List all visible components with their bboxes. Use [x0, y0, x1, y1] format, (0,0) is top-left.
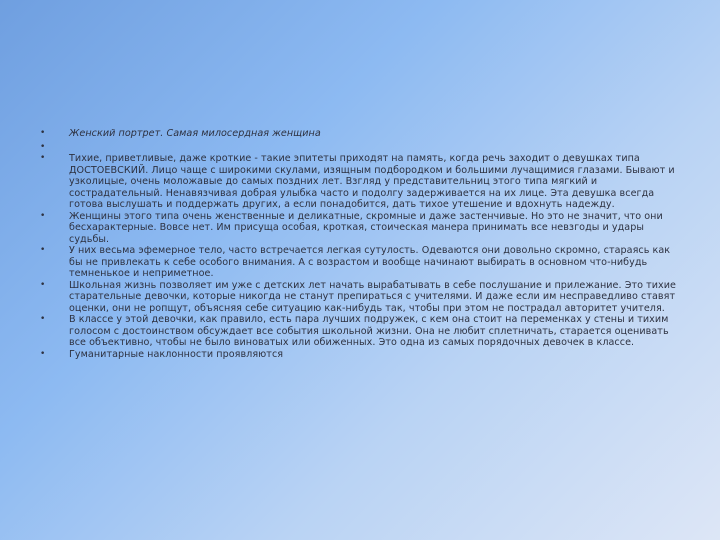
- bullet-marker: •: [40, 153, 46, 163]
- bullet-marker: •: [40, 210, 46, 221]
- bullet-marker: •: [40, 141, 46, 152]
- paragraph-item: [40, 211, 680, 246]
- paragraph-item: [40, 245, 680, 280]
- paragraph-item: [40, 280, 680, 315]
- slide-title: Женский портрет. Самая милосердная женщина: [69, 128, 321, 139]
- paragraph-text: У них весьма эфемерное тело, часто встречается легкая сутулость. Одеваются они довольно скромно, стараясь как бы не привлекать к себе особого внимания. А с возрастом и вообще начинают выбирать в основном что-нибудь темненькое и неприметное.: [69, 245, 671, 279]
- bullet-marker: •: [40, 348, 46, 359]
- bullet-marker: •: [40, 128, 46, 138]
- paragraph-text: В классе у этой девочки, как правило, есть пара лучших подружек, с кем она стоит на переменках у стены и тихим голосом с достоинством обсуждает все события школьной жизни. Она не любит сплетничать, старается оценивать все объективно, чтобы не было виноватых или обиженных. Это одна из самых порядочных девочек в классе.: [69, 314, 669, 348]
- bullet-list: [40, 128, 680, 360]
- bullet-marker: •: [40, 314, 46, 324]
- bullet-marker: •: [40, 245, 46, 255]
- paragraph-item: [40, 314, 680, 349]
- paragraph-text: Школьная жизнь позволяет им уже с детских лет начать вырабатывать в себе послушание и прилежание. Это тихие старательные девочки, которые никогда не станут препираться с учителями. И даже если им несправедливо ставят оценки, они не ропщут, объясняя себе ситуацию как-нибудь так, чтобы при этом не пострадал авторитет учителя.: [69, 279, 677, 314]
- paragraph-item: [40, 349, 680, 361]
- slide-title-item: [40, 128, 680, 140]
- paragraph-text: Тихие, приветливые, даже кроткие - такие эпитеты приходят на память, когда речь заходит о девушках типа ДОСТОЕВСКИЙ. Лицо чаще с широкими скулами, изящным подбородком и большими лучащимися глазами. Бывают и узколицые, очень моложавые до самых поздних лет. Взгляд у представительниц этого типа мягкий и сострадательный. Ненавязчивая добрая улыбка часто и подолгу задерживается на их лице. Эта девушка всегда готова выслушать и поддержать других, а если понадобится, дать тихое утешение и вдохнуть надежду.: [69, 153, 675, 210]
- paragraph-text: Женщины этого типа очень женственные и деликатные, скромные и даже застенчивые. Но это не значит, что они бесхарактерные. Вовсе нет. Им присуща особая, кроткая, стоическая манера принимать все невзгоды и удары судьбы.: [69, 210, 663, 245]
- empty-bullet-item: [40, 142, 680, 154]
- paragraph-item: [40, 153, 680, 211]
- bullet-marker: •: [40, 279, 46, 290]
- paragraph-text: Гуманитарные наклонности проявляются: [69, 348, 284, 360]
